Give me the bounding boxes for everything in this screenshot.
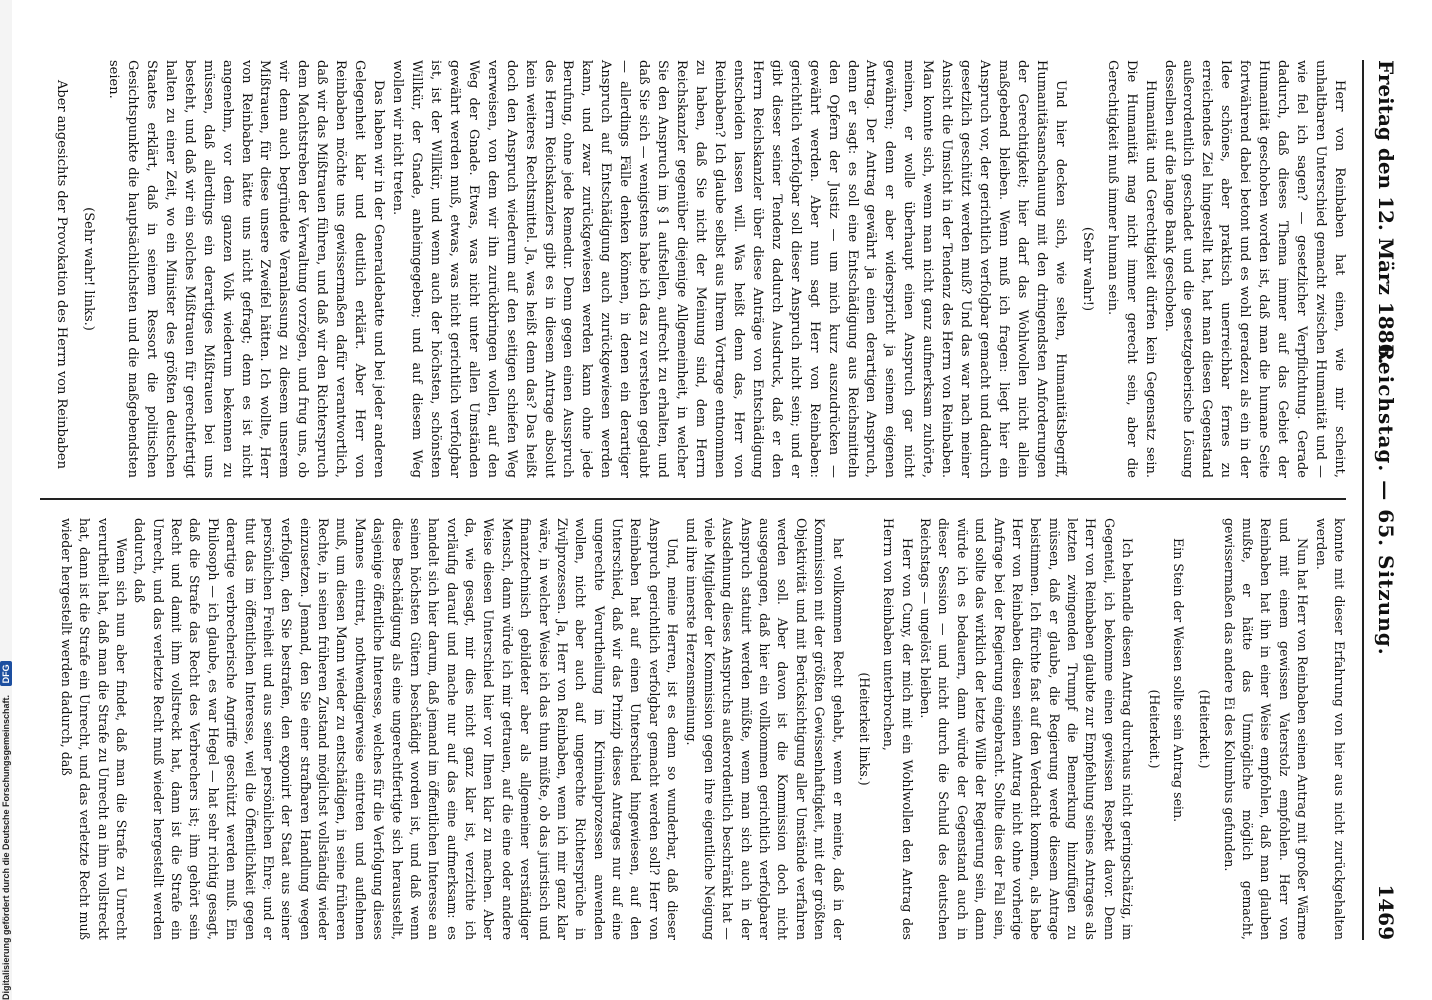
stage-direction: (Heiterkeit.) (1197, 689, 1213, 769)
paragraph: Aber angesichts der Provokation des Herrn von Reinbaben (54, 80, 70, 469)
header-date: Freitag den 12. März 1886. (1374, 60, 1398, 365)
paragraph: Humanität und Gerechtigkeit dürfen kein Gegensatz sein. Die Humanität mag nicht immer gerecht sein, aber die Gerechtigkeit muß immer human sein. (1104, 60, 1158, 478)
column-divider (40, 498, 1346, 500)
stage-direction: (Heiterkeit links.) (857, 672, 872, 786)
digitization-note: Digitalisierung gefördert durch die Deutsche Forschungsgemeinschaft. (1, 694, 11, 1000)
paragraph: Ich behandle diesen Antrag durchaus nicht geringschätzig, im Gegenteil, ich bekomme einen gewissen Respekt davor. Denn Herr von Reinbaben glaubte zur Empfehlung seines Antrages als letzten zwingenden Trumpf die Bemerkung hinzufügen zu müssen, daß er glaube, die Regierung werde diesem Antrage beistimmen. Ich fürchte fast auf den Verdacht kommen, als habe Herr von Reinbaben diesen seinen Antrag nicht ohne vorherige Anfrage bei der Regierung eingebracht. Sollte dies der Fall sein, und sollte das wirklich der letzte Wille der Regierung sein, dann würde ich es bedauern, dann würde der Gegenstand auch in dieser Session — und nicht durch die Schuld des deutschen Reichstags — ungelöst bleiben. (918, 518, 1136, 940)
paragraph: Herr von Reinbaben hat einen, wie mir scheint, unhaltbaren Unterschied gemacht zwischen Humanität und — wie fiel ich sagen? — gesetzlicher Verpflichtung. Gerade dadurch, daß dieses Thema immer auf das Gebiet der Humanität geschoben worden ist, daß man die humane Seite fortwährend dabei betont und es wohl geradezu als ein in der Idee schönes, aber praktisch unerreichbar fernes zu erreichendes Ziel hingestellt hat, hat man diesen Gegenstand außerordentlich geschadet und die gesetzgeberische Lösung desselben auf die lange Bank geschoben. (1161, 60, 1347, 478)
paragraph: Das haben wir in der Generaldebatte und bei jeder anderen Gelegenheit klar und deutlich erklärt. Aber Herr von Reinbaben möchte uns gewissermaßen dafür verantwortlich, daß wir das Mißtrauen führen, und daß wir den Richterspruch dem Machtstreben der Verwaltung vorzögen, und frug uns, ob wir denn auch begründete Veranlassung zu diesem unserem Mißtrauen, für diese unsere Zweifel hätten. Ich wollte, Herr von Reinbaben hätte uns nicht gefragt; denn es ist nicht angenehm, vor dem ganzen Volk wiederum bekennen zu müssen, daß allerdings ein derartiges Mißtrauen bei uns besteht, und daß wir ein solches Mißtrauen für gerechtfertigt halten zu einer Zeit, wo ein Minister des größten deutschen Staates erklärt, daß in seinem Ressort die politischen Gesichtspunkte die hauptsächlichsten und die maßgebendsten seien. (106, 60, 387, 478)
page-number: 1469 (1374, 884, 1398, 940)
dfg-logo: DFG (0, 661, 12, 686)
paragraph: Und hier decken sich, wie selten, Humanitätsbegriff, Humanitätsanschauung mit den dringendsten Anforderungen der Gerechtigkeit; hier darf das Wohlwollen nicht allein maßgebend bleiben. Wenn muß ich fragen: liegt hier ein Anspruch vor, der gerichtlich verfolgbar gemacht und dadurch gesetzlich geschützt werden muß? Und das war nach meiner Ansicht die Umsicht in der Tendenz des Herrn von Reinbaben. Man konnte sich, wenn man nicht ganz aufmerksam zuhörte, meinen, er wolle überhaupt einen Anspruch gar nicht gewähren; denn er aber widerspricht ja seinem eigenen Antrag. Der Antrag gewährt ja einen derartigen Anspruch, denn er sagt: es soll eine Entschädigung aus Reichsmitteln den Opfern der Justiz — um mich kurz auszudrücken — gewährt werden. Aber nun sagt Herr von Reinbaben: gerichtlich verfolgbar soll dieser Anspruch nicht sein; und er gibt dieser seiner Tendenz dadurch Ausdruck, daß er den Herrn Reichskanzler über diese Anträge von Entschädigung entscheiden lassen will. Was heißt denn das, Herr von Reinbaben? Ich glaube selbst aus Ihrem Vortrage entnommen zu haben, daß Sie nicht der Meinung sind, dem Herrn Reichskanzler gegenüber diejenige Allgemeinheit, in welcher Sie den Anspruch im § 1 aufstellen, aufrecht zu erhalten, und daß Sie sich — wenigstens habe ich das zu verstehen geglaubt — allerdings Fälle denken können, in denen ein derartiger Anspruch auf Entschädigung auch zurückgewiesen werden kann, und zwar zurückgewiesen werden kann ohne jede Berufung, ohne jede Remedur. Denn gegen einen Ausspruch des Herrn Reichskanzlers gibt es in diesem Antrage absolut kein weiteres Rechtsmittel. Ja, was heißt denn das? Das heißt doch den Anspruch wiederum auf den seitigen schiefen Weg verweisen, von dem wir ihn zurückbringen wollen, auf den Weg der Gnade. Etwas, was nicht unter allen Umständen gewährt werden muß, etwas, was nicht gerichtlich verfolgbar ist, ist der Willkür, und wenn auch der höchsten, schönsten Willkür, der Gnade, anheimgegeben; und auf diesem Weg wollen wir nicht treten. (390, 60, 1068, 478)
stage-direction: (Heiterkeit.) (1146, 689, 1162, 769)
paragraph: Wenn sich nun aber findet, daß man die Strafe zu Unrecht verurtheilt hat, daß man die Strafe zu Unrecht an ihm vollstreckt hat, dann ist die Strafe ein Unrecht, und das verletzte Recht muß wieder hergestellt werden dadurch, daß (58, 518, 129, 940)
paragraph: hat vollkommen Recht gehabt, wenn er meinte, daß in der Kommission mit der größten Gewissenhaftigkeit, mit der größten Objektivität und mit Berücksichtigung aller Umstände verfahren werden soll. Aber davon ist die Kommission doch nicht ausgegangen, daß hier ein vollkommen gerichtlich verfolgbarer Anspruch statuirt werden müßte, wenn man sich auch in der Ausdehnung dieses Anspruchs außerordentlich beschränkt hat — viele Mitglieder der Kommission gegen ihre eigentliche Neigung und ihre innerste Herzensmeinung. (683, 518, 846, 940)
text-column-left (48, 60, 1348, 478)
text-column-right (48, 518, 1348, 940)
header-rule (1362, 60, 1364, 940)
digitization-strip (0, 0, 12, 1000)
paragraph: Nun hat Herr von Reinbaben seinen Antrag mit großer Wärme und mit einem gewissen Vaterstolz empfohlen. Herr von Reinbaben hat ihn in einer Weise empfohlen, daß man glauben mußte, er hätte das Unmögliche möglich gemacht, gewissermaßen das andere Ei des Kolumbus gefunden. (1221, 518, 1311, 940)
paragraph: Herr von Cuny, der mich mit ein Wohlwollen den Antrag des Herrn von Reinbaben unterbrochen, (881, 518, 915, 940)
header-title: Reichstag. — 65. Sitzung. (1374, 344, 1398, 656)
stage-direction: (Sehr wahr! links.) (81, 207, 97, 331)
page-header (1366, 60, 1406, 940)
paragraph: Und, meine Herren, ist es denn so wunderbar, daß dieser Anspruch gerichtlich verfolgbar gemacht werden soll? Herr von Reinbaben hat auf einen Unterschied hingewiesen, auf den Unterschied, daß wir das Prinzip dieses Antrages nur auf eine ungerechte Verurtheilung im Kriminalprozessen anwenden wollen, nicht aber auch auf ungerechte Richtersprüche in Zivilprozessen. Ja, Herr von Reinbaben, wenn ich mir ganz klar wäre, in welcher Weise ich das thun müßte, ob das juristisch und finanztechnisch gebildeter aber als allgemeiner verständiger Mensch, dann würde ich mir getrauen, auf die eine oder andere Weise diesen Unterschied hier vor Ihnen klar zu machen. Aber da, wie gesagt, mir dies nicht ganz klar ist, verzichte ich vorläufig darauf und mache nur auf das eine aufmerksam: es handelt sich hier darum, daß jemand im öffentlichen Interesse an seinen höchsten Gütern beschädigt worden ist, und daß wenn diese Beschädigung als eine ungerechtfertigte sich herausstellt, dasjenige öffentliche Interesse, welches für die Verfolgung dieses Mannes eintrat, nothwendigerweise eintreten und auflehnen muß, um diesen Mann wieder zu entschädigen, in seine früheren Rechte, in seinen früheren Zustand möglichst vollständig wieder einzusetzen. Jemand, den Sie einer strafbaren Handlung wegen verfolgen, den Sie bestrafen, den exponirt der Staat aus seiner persönlichen Freiheit und aus seiner persönlichen Ehre; und er thut das im öffentlichen Interesse, weil die Öffentlichkeit gegen derartige verbrecherische Angriffe geschützt werden muß. Ein Philosoph — ich glaube, es war Hegel — hat sehr richtig gesagt, daß die Strafe das Recht des Verbrechers ist; ihm gehört sein Recht und damit ihm vollstreckt hat, dann ist die Strafe ein Unrecht, und das verletzte Recht muß wieder hergestellt werden dadurch, daß (132, 518, 681, 940)
paragraph: Ein Stein der Weisen sollte sein Antrag sein. (1171, 538, 1186, 823)
stage-direction: (Sehr wahr!) (1079, 226, 1095, 312)
paragraph: konnte mit dieser Erfahrung von hier aus nicht zurückgehalten werden. (1313, 518, 1347, 940)
